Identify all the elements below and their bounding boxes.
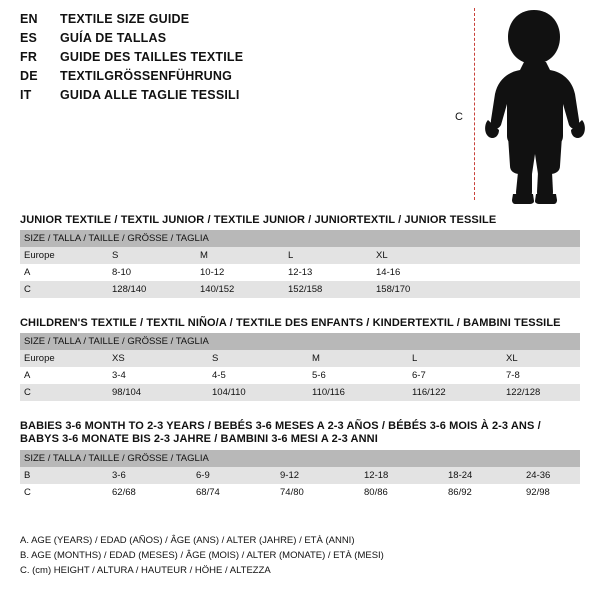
babies-table-header-row	[20, 450, 580, 467]
junior-table-header-row	[20, 230, 580, 247]
row-label: A	[20, 367, 108, 384]
table-row	[20, 367, 580, 384]
title-en: TEXTILE SIZE GUIDE	[60, 12, 190, 26]
cell: 5-6	[308, 367, 408, 384]
lang-code-en: EN	[20, 12, 38, 26]
row-label: A	[20, 264, 108, 281]
cell: 10-12	[196, 264, 284, 281]
cell: 128/140	[108, 281, 196, 298]
cell: 104/110	[208, 384, 308, 401]
header-row-de	[20, 69, 440, 88]
junior-block-title: JUNIOR TEXTILE / TEXTIL JUNIOR / TEXTILE JUNIOR / JUNIORTEXTIL / JUNIOR TESSILE	[20, 214, 497, 226]
measurement-dashed-line	[474, 8, 475, 200]
table-row	[20, 350, 580, 367]
childrens-block-title: CHILDREN'S TEXTILE / TEXTIL NIÑO/A / TEXTILE DES ENFANTS / KINDERTEXTIL / BAMBINI TESSILE	[20, 317, 561, 329]
cell: M	[308, 350, 408, 367]
cell: 80/86	[360, 484, 444, 501]
cell: XL	[502, 350, 580, 367]
cell: 140/152	[196, 281, 284, 298]
title-fr: GUIDE DES TAILLES TEXTILE	[60, 50, 244, 64]
lang-code-it: IT	[20, 88, 32, 102]
childrens-table-header-label: SIZE / TALLA / TAILLE / GRÖSSE / TAGLIA	[20, 333, 580, 350]
cell: 6-7	[408, 367, 502, 384]
cell: 12-13	[284, 264, 372, 281]
lang-code-fr: FR	[20, 50, 38, 64]
cell-empty	[460, 281, 580, 298]
row-label: Europe	[20, 247, 108, 264]
cell: M	[196, 247, 284, 264]
cell: 3-4	[108, 367, 208, 384]
cell: 7-8	[502, 367, 580, 384]
cell: 152/158	[284, 281, 372, 298]
cell: 9-12	[276, 467, 360, 484]
cell: 62/68	[108, 484, 192, 501]
lang-code-de: DE	[20, 69, 38, 83]
babies-table-header-label: SIZE / TALLA / TAILLE / GRÖSSE / TAGLIA	[20, 450, 580, 467]
cell: 8-10	[108, 264, 196, 281]
toddler-silhouette-icon	[480, 8, 590, 204]
header-row-it	[20, 88, 440, 107]
height-measurement-figure	[452, 6, 592, 206]
table-row	[20, 467, 580, 484]
cell: 18-24	[444, 467, 522, 484]
row-label: B	[20, 467, 108, 484]
lang-code-es: ES	[20, 31, 38, 45]
footnote-b: B. AGE (MONTHS) / EDAD (MESES) / ÂGE (MOIS) / ALTER (MONATE) / ETÀ (MESI)	[20, 550, 384, 561]
row-label: Europe	[20, 350, 108, 367]
babies-size-table	[20, 450, 580, 501]
junior-textile-block	[20, 214, 580, 298]
row-label: C	[20, 384, 108, 401]
table-row	[20, 281, 580, 298]
language-title-list	[20, 12, 440, 107]
title-es: GUÍA DE TALLAS	[60, 31, 167, 45]
cell: L	[408, 350, 502, 367]
cell: 6-9	[192, 467, 276, 484]
cell: 4-5	[208, 367, 308, 384]
table-row	[20, 484, 580, 501]
title-it: GUIDA ALLE TAGLIE TESSILI	[60, 88, 240, 102]
cell: L	[284, 247, 372, 264]
cell: 3-6	[108, 467, 192, 484]
childrens-table-header-row	[20, 333, 580, 350]
cell: 24-36	[522, 467, 580, 484]
cell-empty	[460, 264, 580, 281]
childrens-size-table	[20, 333, 580, 401]
cell: S	[108, 247, 196, 264]
measurement-label-c: C	[455, 111, 463, 123]
cell: 98/104	[108, 384, 208, 401]
cell: S	[208, 350, 308, 367]
childrens-textile-block	[20, 317, 580, 401]
cell: 74/80	[276, 484, 360, 501]
cell-empty	[460, 247, 580, 264]
cell: 92/98	[522, 484, 580, 501]
cell: 116/122	[408, 384, 502, 401]
title-de: TEXTILGRÖSSENFÜHRUNG	[60, 69, 233, 83]
junior-table-header-label: SIZE / TALLA / TAILLE / GRÖSSE / TAGLIA	[20, 230, 580, 247]
footnote-c: C. (cm) HEIGHT / ALTURA / HAUTEUR / HÖHE / ALTEZZA	[20, 565, 271, 576]
footnote-a: A. AGE (YEARS) / EDAD (AÑOS) / ÂGE (ANS) / ALTER (JAHRE) / ETÀ (ANNI)	[20, 535, 355, 546]
footnote-list	[20, 533, 580, 578]
cell: 122/128	[502, 384, 580, 401]
cell: 14-16	[372, 264, 460, 281]
header-row-es	[20, 31, 440, 50]
cell: 158/170	[372, 281, 460, 298]
cell: 110/116	[308, 384, 408, 401]
cell: 86/92	[444, 484, 522, 501]
row-label: C	[20, 281, 108, 298]
table-row	[20, 247, 580, 264]
table-row	[20, 384, 580, 401]
cell: 12-18	[360, 467, 444, 484]
babies-block-title: BABIES 3-6 MONTH TO 2-3 YEARS / BEBÉS 3-6 MESES A 2-3 AÑOS / BÉBÉS 3-6 MOIS À 2-3 ANS / BABYS 3-6 MONATE BIS 2-3 JAHRE / BAMBINI 3-6 MESI A 2-3 ANNI	[20, 420, 541, 445]
cell: XS	[108, 350, 208, 367]
table-row	[20, 264, 580, 281]
junior-size-table	[20, 230, 580, 298]
cell: 68/74	[192, 484, 276, 501]
cell: XL	[372, 247, 460, 264]
row-label: C	[20, 484, 108, 501]
header-row-en	[20, 12, 440, 31]
babies-textile-block	[20, 420, 580, 501]
header-row-fr	[20, 50, 440, 69]
